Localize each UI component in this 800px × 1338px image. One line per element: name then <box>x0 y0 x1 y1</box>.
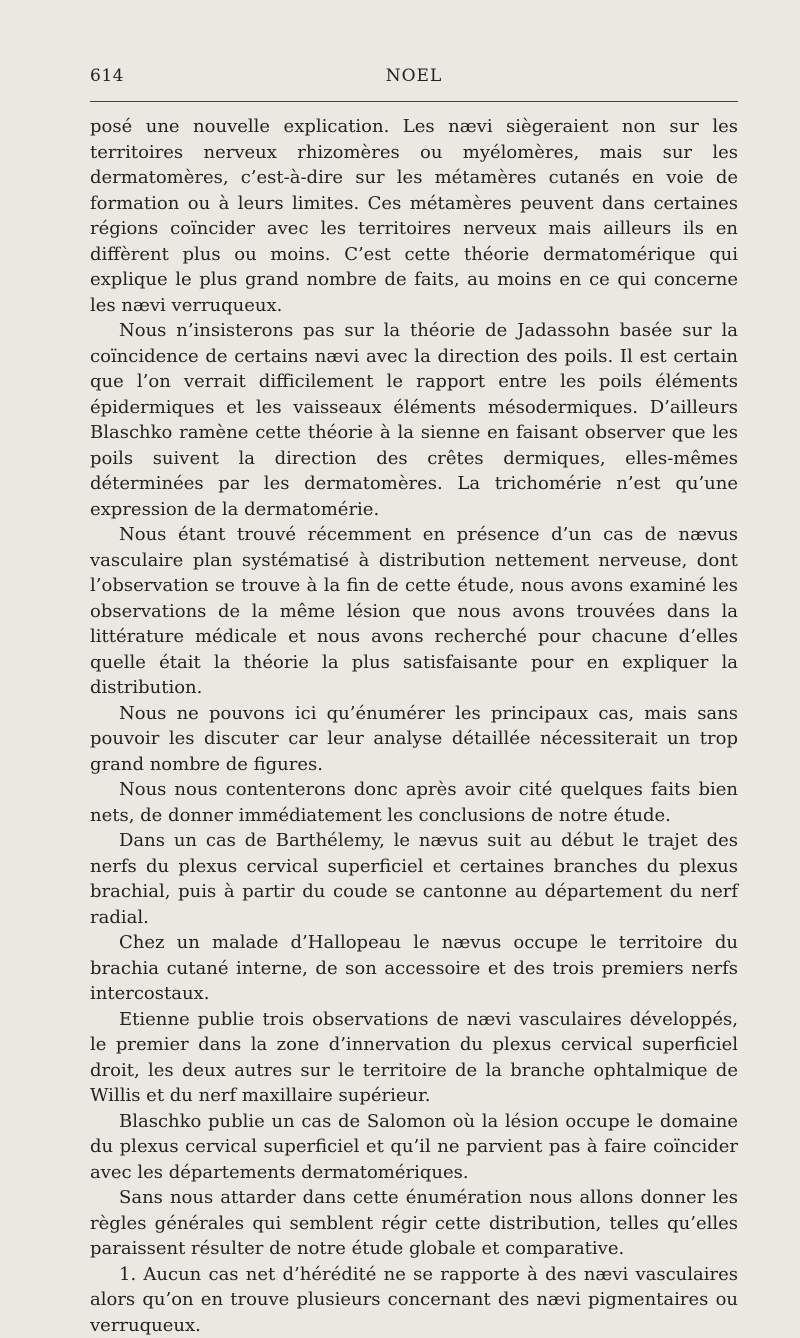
page-number: 614 <box>90 66 124 86</box>
paragraph: Nous n’insisterons pas sur la théorie de Jadassohn basée sur la coïncidence de certains nævi avec la direction des poils. Il est certain que l’on verrait difficilement le rapport entre les poils éléments épidermiques et les vaisseaux éléments mésodermiques. D’ailleurs Blaschko ramène cette théorie à la sienne en faisant observer que les poils suivent la direction des crêtes dermiques, elles-mêmes déterminées par les dermatomères. La trichomérie n’est qu’une expression de la dermatomérie. <box>90 318 738 522</box>
running-head: NOEL <box>90 66 738 86</box>
paragraph: Sans nous attarder dans cette énumération nous allons donner les règles générales qui semblent régir cette distribution, telles qu’elles paraissent résulter de notre étude globale et comparative. <box>90 1185 738 1262</box>
page-header <box>90 66 738 90</box>
paragraph: Dans un cas de Barthélemy, le nævus suit au début le trajet des nerfs du plexus cervical superficiel et certaines branches du plexus brachial, puis à partir du coude se cantonne au département du nerf radial. <box>90 828 738 930</box>
paragraph: Chez un malade d’Hallopeau le nævus occupe le territoire du brachia cutané interne, de son accessoire et des trois premiers nerfs intercostaux. <box>90 930 738 1007</box>
numbered-paragraph: 1. Aucun cas net d’hérédité ne se rapporte à des nævi vasculaires alors qu’on en trouve plusieurs concernant des nævi pigmentaires ou verruqueux. <box>90 1262 738 1338</box>
paragraph-continuation: posé une nouvelle explication. Les nævi siègeraient non sur les territoires nerveux rhizomères ou myélomères, mais sur les dermatomères, c’est-à-dire sur les métamères cutanés en voie de formation ou à leurs limites. Ces métamères peuvent dans certaines régions coïncider avec les territoires nerveux mais ailleurs ils en diffèrent plus ou moins. C’est cette théorie dermatomérique qui explique le plus grand nombre de faits, au moins en ce qui concerne les nævi verruqueux. <box>90 114 738 318</box>
paragraph: Nous étant trouvé récemment en présence d’un cas de nævus vasculaire plan systématisé à distribution nettement nerveuse, dont l’observation se trouve à la fin de cette étude, nous avons examiné les observations de la même lésion que nous avons trouvées dans la littérature médicale et nous avons recherché pour chacune d’elles quelle était la théorie la plus satisfaisante pour en expliquer la distribution. <box>90 522 738 701</box>
paragraph: Nous ne pouvons ici qu’énumérer les principaux cas, mais sans pouvoir les discuter car leur analyse détaillée nécessiterait un trop grand nombre de figures. <box>90 701 738 778</box>
paragraph: Blaschko publie un cas de Salomon où la lésion occupe le domaine du plexus cervical superficiel et qu’il ne parvient pas à faire coïncider avec les départements dermatomériques. <box>90 1109 738 1186</box>
paragraph: Nous nous contenterons donc après avoir cité quelques faits bien nets, de donner immédiatement les conclusions de notre étude. <box>90 777 738 828</box>
header-rule <box>90 101 738 102</box>
body-text <box>90 114 738 1338</box>
paragraph: Etienne publie trois observations de nævi vasculaires développés, le premier dans la zone d’innervation du plexus cervical superficiel droit, les deux autres sur le territoire de la branche ophtalmique de Willis et du nerf maxillaire supérieur. <box>90 1007 738 1109</box>
